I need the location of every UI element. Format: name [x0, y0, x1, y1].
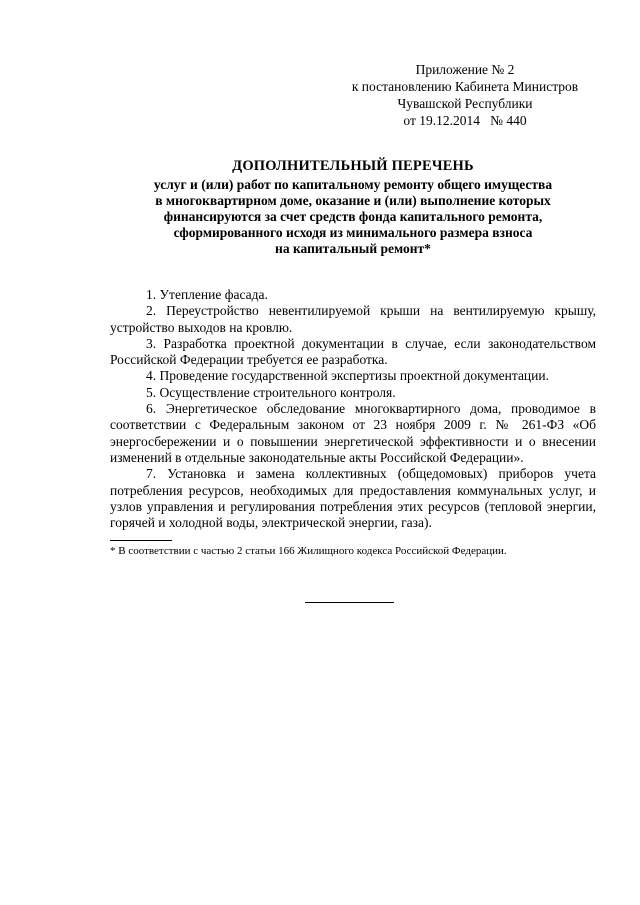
appendix-date-number: от 19.12.2014 № 440: [403, 113, 527, 128]
appendix-republic-line: Чувашской Республики: [397, 96, 533, 111]
appendix-number: Приложение № 2: [415, 62, 515, 77]
footnote-separator: [110, 540, 172, 541]
title-line: сформированного исходя из минимального размера взноса: [173, 225, 533, 240]
footnote: * В соответствии с частью 2 статьи 166 Жилищного кодекса Российской Федерации.: [110, 545, 507, 557]
title-line: услуг и (или) работ по капитальному ремонту общего имущества: [153, 177, 553, 192]
appendix-header: [335, 61, 595, 129]
list-item: 4. Проведение государственной экспертизы проектной документации.: [146, 368, 549, 384]
title-line: финансируются за счет средств фонда капитального ремонта,: [163, 209, 543, 224]
list-item: 2. Переустройство невентилируемой крыши на вентилируемую крышу, устройство выходов на кровлю.: [110, 303, 596, 335]
title-line: на капитальный ремонт*: [275, 241, 431, 256]
services-list: [110, 287, 596, 531]
document-title: [95, 158, 611, 257]
list-item: 6. Энергетическое обследование многоквартирного дома, проводимое в соответствии с Федеральным законом от 23 ноября 2009 г. № 261-ФЗ «Об энергосбережении и о повышении энергетической эффективности и о внесении изменений в отдельные законодательные акты Российской Федерации».: [110, 401, 596, 465]
list-item: 5. Осуществление строительного контроля.: [146, 384, 396, 400]
list-item: 3. Разработка проектной документации в случае, если законодательством Российской Федерации требуется ее разработка.: [110, 335, 596, 368]
title-line: в многоквартирном доме, оказание и (или) выполнение которых: [155, 193, 551, 208]
title-main: ДОПОЛНИТЕЛЬНЫЙ ПЕРЕЧЕНЬ: [232, 158, 474, 174]
end-separator-line: [305, 602, 394, 603]
list-item: 1. Утепление фасада.: [146, 287, 268, 302]
list-item: 7. Установка и замена коллективных (общедомовых) приборов учета потребления ресурсов, необходимых для предоставления коммунальных услуг, и узлов управления и регулирования потребления этих ресурсов (тепловой энергии, горячей и холодной воды, электрической энергии, газа).: [110, 466, 596, 531]
appendix-resolution-line: к постановлению Кабинета Министров: [351, 79, 579, 94]
